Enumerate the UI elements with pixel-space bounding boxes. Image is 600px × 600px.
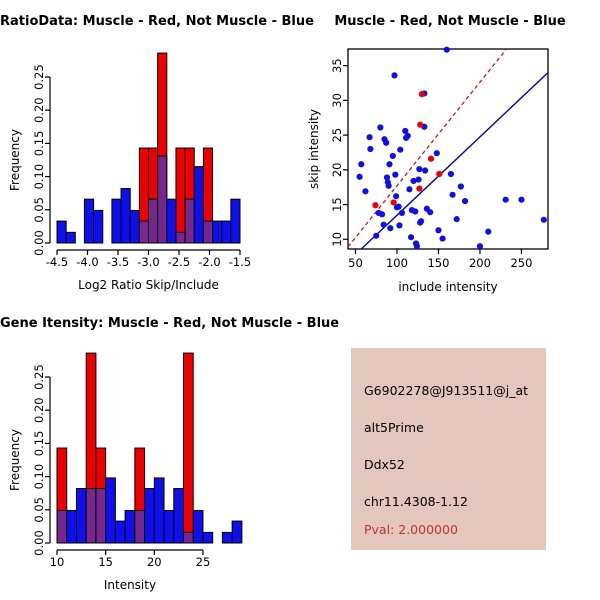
scatter-point-blue [379,211,385,217]
scatter-point-blue [366,134,372,140]
hist-bar-blue [154,478,164,543]
x-axis-title: Log2 Ratio Skip/Include [78,278,219,292]
scatter-point-blue [440,235,446,241]
scatter-point-blue [434,150,440,156]
x-tick-label: 200 [468,256,491,270]
scatter-point-blue [390,153,396,159]
hist-bar-red [183,353,193,543]
y-axis [8,364,50,556]
scatter-point-red [372,202,378,208]
y-tick-label: 0.10 [32,163,46,190]
scatter-point-blue [458,183,464,189]
scatter-point-blue [405,133,411,139]
gene-intensity-histogram-title: Gene Itensity: Muscle - Red, Not Muscle - Blue [0,316,340,331]
hist-bar-overlap [176,232,185,243]
hist-bar-overlap [183,532,193,543]
scatter-point-blue [435,227,441,233]
x-tick-label: 250 [510,256,533,270]
scatter-point-blue [396,204,402,210]
pvalue-text: Pval: 2.000000 [364,522,458,537]
hist-bar-blue [125,510,135,543]
hist-bar-blue [145,489,155,543]
scatter-point-blue [518,197,524,203]
scatter-point-blue [381,222,387,228]
gene-info-box [351,348,546,550]
y-tick-label: 15 [330,197,344,212]
scatter-point-blue [412,208,418,214]
splice-type-text: alt5Prime [364,420,424,435]
scatter-point-blue [391,72,397,78]
scatter-point-blue [485,229,491,235]
scatter-point-red [417,122,423,128]
y-tick-label: 0.05 [32,196,46,223]
hist-bar-overlap [185,199,194,243]
scatter-point-blue [396,222,402,228]
scatter-point-blue [367,146,373,152]
intensity-scatter-chart [300,0,600,300]
hist-bar-blue [203,532,213,543]
hist-bar-blue [76,489,86,543]
hist-bar-blue [57,221,66,243]
scatter-point-red [419,91,425,97]
scatter-point-blue [422,167,428,173]
scatter-point-blue [358,161,364,167]
scatter-point-blue [362,188,368,194]
x-tick-label: -2.0 [198,255,221,269]
scatter-point-blue [503,197,509,203]
hist-bar-blue [222,532,232,543]
y-tick-label: 30 [330,93,344,108]
hist-bar-overlap [139,221,148,243]
scatter-point-blue [387,225,393,231]
x-tick-label: 50 [348,256,363,270]
y-tick-label: 0.05 [32,496,46,523]
x-tick-label: 25 [195,555,211,569]
scatter-point-blue [477,243,483,249]
scatter-point-blue [357,174,363,180]
gene-info-panel [300,300,600,600]
x-axis-title: Intensity [103,578,157,592]
scatter-point-blue [383,140,389,146]
scatter-point-blue [454,216,460,222]
hist-bar-blue [106,478,116,543]
hist-bar-overlap [96,489,106,543]
scatter-point-blue [408,234,414,240]
y-tick-label: 0.10 [32,463,46,490]
x-axis [50,550,211,592]
hist-bar-overlap [86,489,96,543]
scatter-point-blue [414,243,420,249]
hist-bar-blue [112,199,121,243]
x-tick-label: -1.5 [228,255,252,269]
hist-bar-blue [66,232,75,243]
y-tick-label: 0.00 [32,530,46,556]
x-tick-label: -4.5 [45,255,69,269]
y-axis-title: skip intensity [307,109,321,189]
x-tick-label: 20 [146,555,162,569]
scatter-point-blue [449,192,455,198]
x-tick-label: 100 [385,256,408,270]
x-tick-label: -2.5 [167,255,191,269]
y-tick-label: 0.15 [32,430,46,457]
hist-bar-blue [115,521,125,543]
y-axis [307,58,348,246]
hist-bar-overlap [149,199,158,243]
scatter-point-blue [406,186,412,192]
y-tick-label: 0.00 [32,230,46,256]
hist-bar-overlap [203,221,212,243]
scatter-point-blue [444,47,450,53]
hist-bar-blue [84,199,93,243]
hist-bar-blue [194,167,203,243]
x-tick-label: 150 [427,256,450,270]
scatter-point-blue [386,183,392,189]
ratio-histogram-title: RatioData: Muscle - Red, Not Muscle - Blue [0,14,314,29]
scatter-point-blue [427,209,433,215]
probeset-id-text: G6902278@J913511@j_at [364,383,529,398]
scatter-point-blue [393,193,399,199]
y-tick-label: 10 [330,231,344,247]
scatter-point-blue [415,176,421,182]
y-axis-title: Frequency [8,129,22,191]
scatter-point-blue [416,166,422,172]
scatter-point-blue [418,218,424,224]
y-tick-label: 0.20 [32,397,46,424]
hist-bar-overlap [57,510,67,543]
y-tick-label: 0.15 [32,130,46,157]
scatter-point-red [428,156,434,162]
hist-bar-blue [167,199,176,243]
hist-bar-blue [232,521,242,543]
hist-bar-overlap [158,156,167,243]
x-tick-label: 10 [49,555,65,569]
scatter-point-blue [386,161,392,167]
x-tick-label: -3.5 [106,255,130,269]
x-tick-label: -4.0 [76,255,99,269]
hist-bar-blue [94,210,103,243]
y-tick-label: 0.25 [32,364,46,390]
scatter-point-blue [399,210,405,216]
hist-bar-blue [213,221,222,243]
regression-line-blue [361,73,548,249]
x-tick-label: -3.0 [137,255,160,269]
scatter-point-red [391,199,397,205]
gene-symbol-text: Ddx52 [364,457,405,472]
y-axis [8,64,50,256]
x-axis [348,249,532,294]
hist-bar-blue [222,221,231,243]
gene-intensity-histogram-chart [0,300,340,600]
chromosome-location-text: chr11.4308-1.12 [364,494,468,509]
y-tick-label: 20 [330,162,344,178]
scatter-point-blue [541,217,547,223]
scatter-point-blue [462,198,468,204]
x-axis [46,250,251,292]
x-axis-title: include intensity [398,280,498,294]
y-tick-label: 35 [330,58,344,73]
y-axis-title: Frequency [8,429,22,491]
y-tick-label: 25 [330,127,344,143]
y-tick-label: 0.25 [32,64,46,90]
hist-bar-blue [121,189,130,243]
scatter-point-blue [448,171,454,177]
scatter-point-blue [377,124,383,130]
hist-bar-blue [67,510,77,543]
x-tick-label: 15 [98,555,113,569]
y-tick-label: 0.20 [32,97,46,124]
hist-bar-red [176,148,185,243]
gene-intensity-histogram-panel [0,300,340,600]
hist-bar-blue [174,489,184,543]
intensity-scatter-title: Muscle - Red, Not Muscle - Blue [334,14,566,29]
scatter-point-red [416,185,422,191]
hist-bar-blue [231,199,240,243]
intensity-scatter-panel [300,0,600,300]
scatter-point-red [436,171,442,177]
hist-bar-overlap [135,510,145,543]
hist-bar-blue [164,510,174,543]
plot-frame [348,49,548,249]
hist-bar-blue [193,510,203,543]
scatter-point-blue [397,147,403,153]
scatter-point-blue [392,172,398,178]
scatter-point-blue [373,233,379,239]
hist-bar-blue [130,210,139,243]
